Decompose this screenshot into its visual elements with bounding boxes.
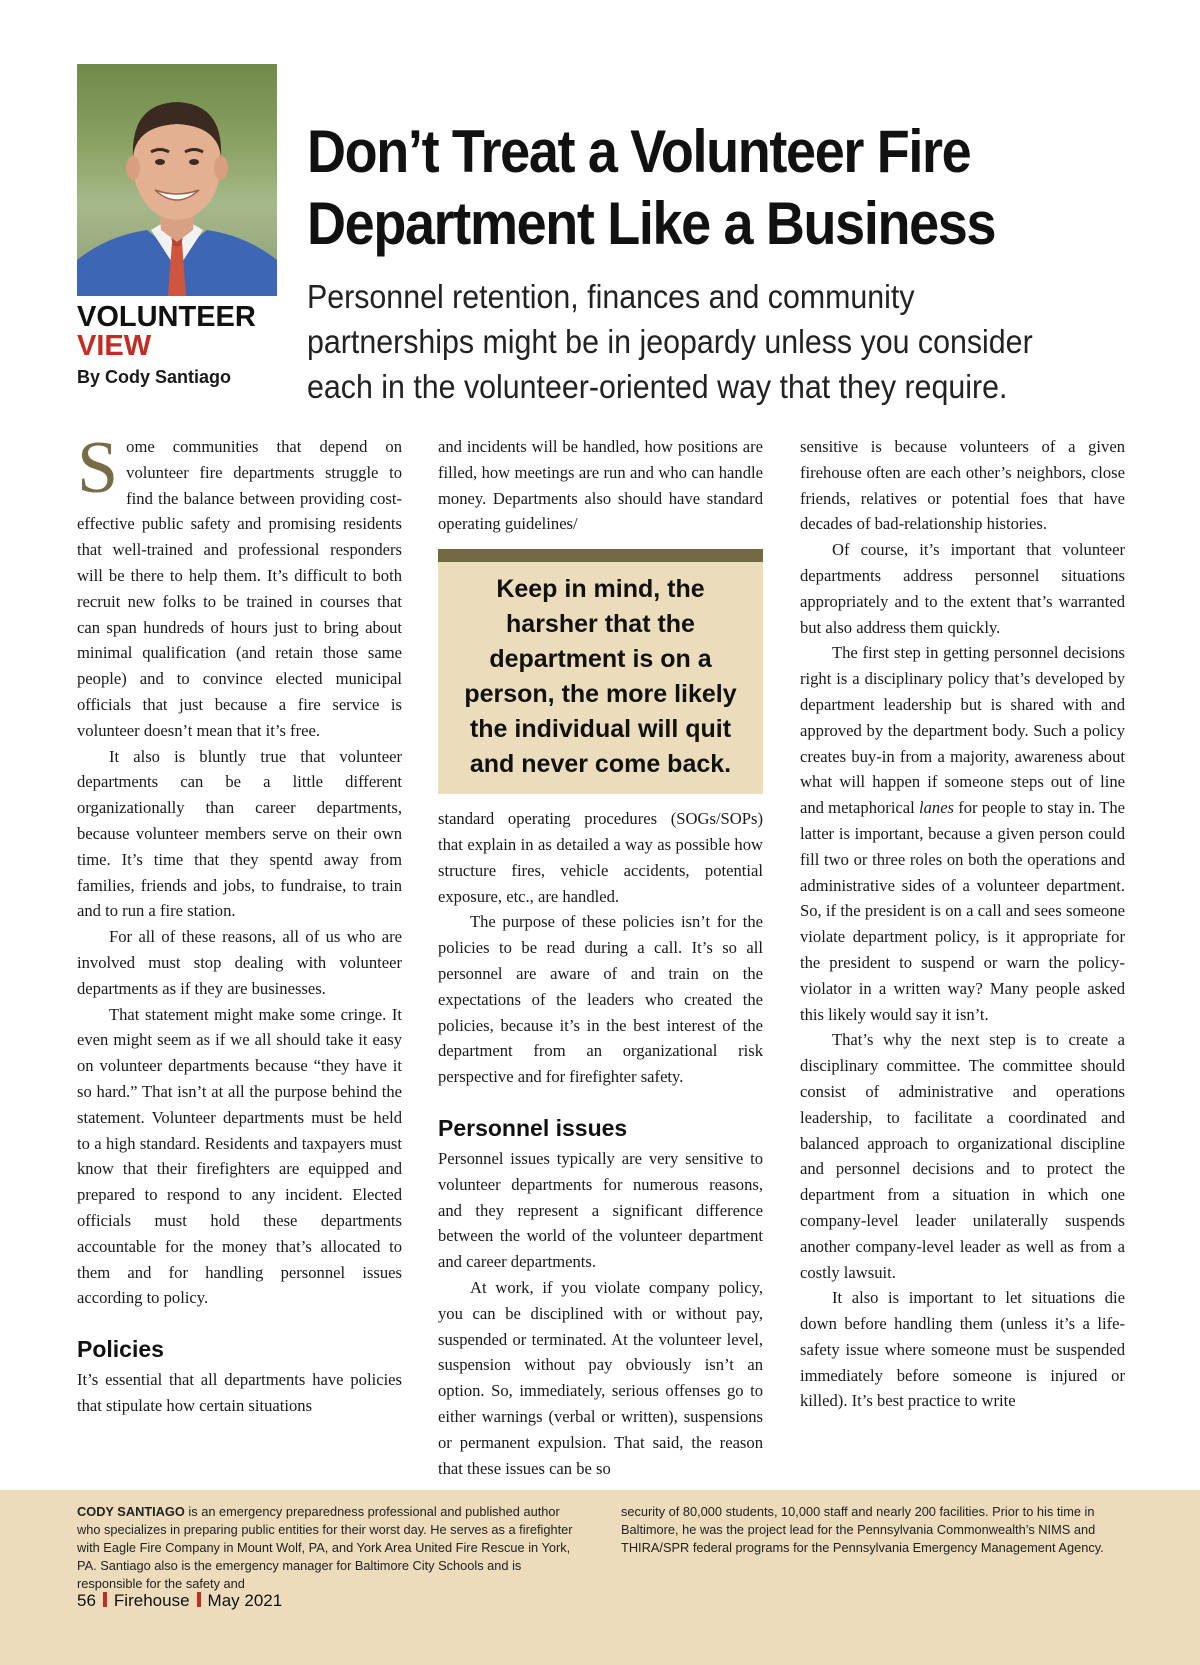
paragraph: That’s why the next step is to create a disciplinary committee. The committee should consist of administrative and operations leadership, to facilitate a coordinated and balanced approach to organizational discipline and personnel decisions and to protect the department from a situation in which one company-level leader unilaterally suspends another company-level leader as well as from a costly lawsuit.	[800, 1030, 1125, 1282]
paragraph: For all of these reasons, all of us who are involved must stop dealing with volunteer departments as if they are businesses.	[77, 927, 402, 998]
paragraph: sensitive is because volunteers of a given firehouse often are each other’s neighbors, close friends, relatives or potential foes that have decades of bad-relationship histories.	[800, 437, 1125, 534]
magazine-name: Firehouse	[113, 1591, 190, 1610]
page-number: 56	[77, 1591, 96, 1610]
paragraph: Some communities that depend on volunteer fire departments struggle to find the balance between providing cost-effective public safety and promising residents that well-trained and professional responders will be there to help them. It’s difficult to both recruit new folks to be trained in courses that can span hundreds of hours just to bring about minimal qualification (and retain those same people) and to convince elected municipal officials that just because a fire service is volunteer doesn’t mean that it’s free.	[77, 427, 402, 740]
author-bio-part-2: security of 80,000 students, 10,000 staff and nearly 200 facilities. Prior to his time in Baltimore, he was the project lead for the Pennsylvania Commonwealth’s NIMS and THIRA/SPR federal programs for the Pennsylvania Emergency Management Agency.	[621, 1504, 1104, 1555]
subhead-policies: Policies	[77, 1336, 164, 1363]
paragraph: It also is bluntly true that volunteer departments can be a little different organizationally than career departments, because volunteer members serve on their own time. It’s time that they spentd away from families, friends and jobs, to fundraise, to train and to run a fire station.	[77, 746, 402, 921]
author-bio-name: CODY SANTIAGO	[77, 1504, 185, 1519]
byline: By Cody Santiago	[77, 367, 232, 387]
paragraph: The purpose of these policies isn’t for the policies to be read during a call. It’s so all personnel are aware of and train on the expectations of the leaders who created the policies, because it’s in the best interest of the department from an organizational risk perspective and for firefighter safety.	[438, 912, 763, 1087]
author-photo	[77, 64, 277, 296]
column-name-line2: VIEW	[77, 330, 152, 362]
article-column-1	[77, 427, 402, 1419]
article-column-3	[800, 434, 1125, 1414]
article-column-2	[438, 434, 763, 1481]
folio-separator	[103, 1592, 107, 1607]
column-name-line1: VOLUNTEER	[77, 301, 256, 333]
paragraph: That statement might make some cringe. It even might seem as if we all should take it easy on volunteer departments because “they have it so hard.” That isn’t at all the purpose behind the statement. Volunteer departments must be held to a high standard. Residents and taxpayers must know that their firefighters are equipped and prepared to respond to any incident. Elected officials must hold these departments accountable for the money that’s allocated to them and for handling personnel issues according to policy.	[77, 1004, 402, 1308]
folio-separator	[197, 1592, 201, 1607]
paragraph: It’s essential that all departments have policies that stipulate how certain situations	[77, 1370, 402, 1415]
subhead-personnel-issues: Personnel issues	[438, 1114, 628, 1141]
paragraph: and incidents will be handled, how positions are filled, how meetings are run and who can handle money. Departments also should have standard operating guidelines/	[438, 437, 763, 534]
italic-word: lanes	[918, 798, 955, 818]
paragraph: At work, if you violate company policy, you can be disciplined with or without pay, suspended or terminated. At the volunteer level, suspension without pay obviously isn’t an option. So, immediately, serious offenses go to either warnings (verbal or written), suspensions or permanent expulsion. That said, the reason that these issues can be so	[438, 1277, 763, 1478]
paragraph: Personnel issues typically are very sensitive to volunteer departments for numerous reasons, and they represent a significant difference between the world of the volunteer department and career departments.	[438, 1148, 763, 1272]
drop-cap: S	[77, 427, 119, 509]
issue-date: May 2021	[207, 1591, 283, 1610]
deck: Personnel retention, finances and community partnerships might be in jeopardy unless you consider each in the volunteer-oriented way that they require.	[307, 278, 1033, 405]
paragraph: standard operating procedures (SOGs/SOPs) that explain in as detailed a way as possible how structure fires, vehicle accidents, potential exposure, etc., are handled.	[438, 809, 763, 906]
folio	[77, 1591, 282, 1611]
paragraph: Of course, it’s important that volunteer departments address personnel situations appropriately and to the extent that’s warranted but also address them quickly.	[800, 540, 1125, 637]
column-name	[77, 303, 256, 361]
headline: Don’t Treat a Volunteer Fire Department Like a Business	[307, 118, 996, 257]
paragraph: The first step in getting personnel decisions right is a disciplinary policy that’s developed by department leadership but is shared with and approved by the department body. Such a policy creates buy-in from a majority, awareness about what will happen if someone steps out of line and metaphorical lanes for people to stay in. The latter is important, because a given person could fill two or three roles on both the operations and administrative sides of a volunteer department. So, if the president is on a call and sees someone violate department policy, is it appropriate for the president to suspend or warn the policy-violator in a written way? Many people asked this likely would say it isn’t.	[800, 643, 1125, 1024]
author-bio-part-1: CODY SANTIAGO is an emergency preparedness professional and published author who specializes in preparing public entities for their worst day. He serves as a firefighter with Eagle Fire Company in Mount Wolf, PA, and York Area United Fire Rescue in York, PA. Santiago also is the emergency manager for Baltimore City Schools and is responsible for the safety and	[77, 1504, 573, 1591]
pull-quote: Keep in mind, the harsher that the department is on a person, the more likely the individual will quit and never come back.	[438, 549, 763, 794]
paragraph: It also is important to let situations die down before handling them (unless it’s a life-safety issue where someone must be suspended immediately before someone is injured or killed). It’s best practice to write	[800, 1288, 1125, 1411]
